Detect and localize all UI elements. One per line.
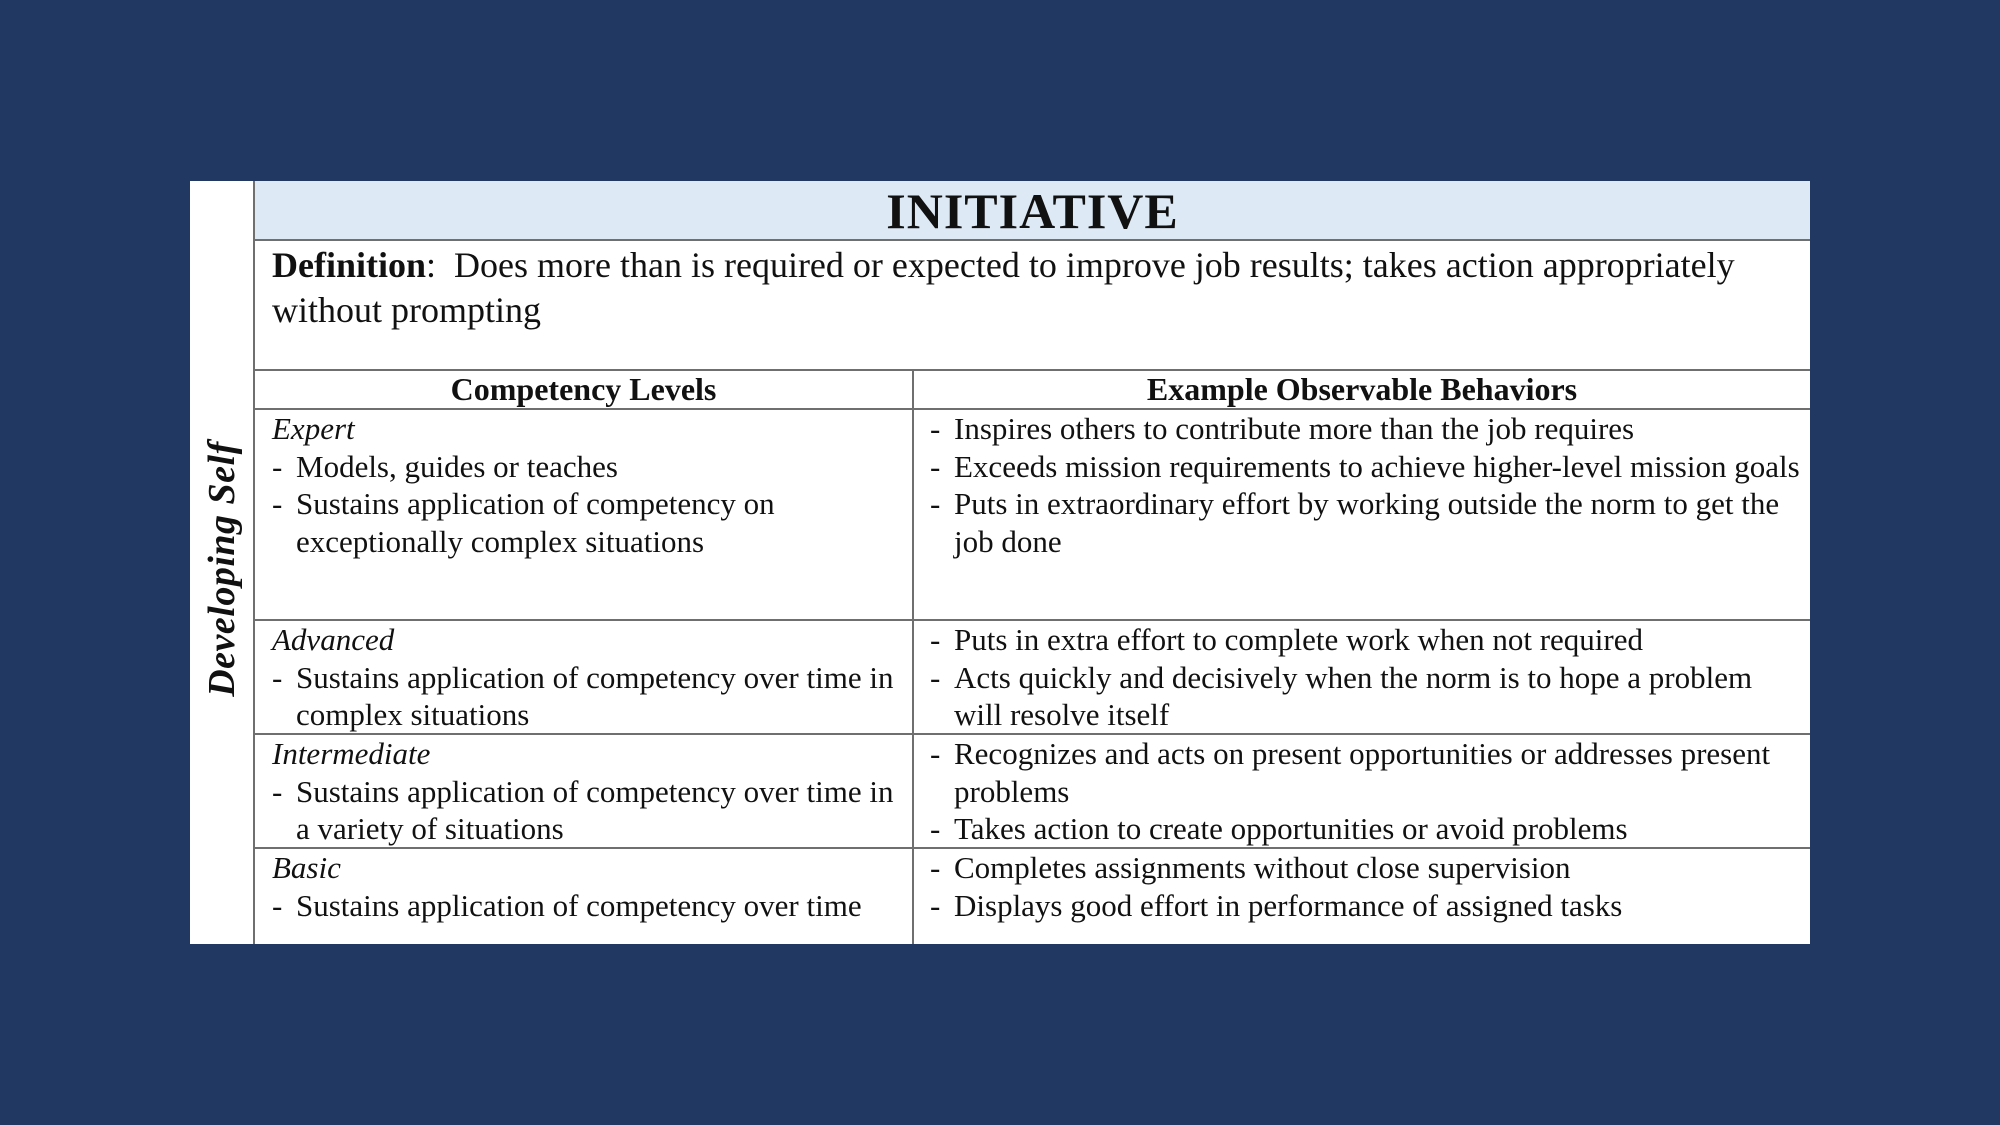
competency-card [190, 181, 1810, 944]
bullet-dash: - [930, 486, 941, 521]
column-header-behaviors: Example Observable Behaviors [1146, 371, 1578, 407]
bullet-dash: - [272, 773, 283, 809]
list-item-text: Sustains application of competency over time [296, 887, 862, 923]
list-item-text: Models, guides or teaches [296, 448, 618, 484]
list-item [930, 810, 1800, 848]
list-item [272, 659, 902, 734]
list-item [272, 485, 902, 560]
list-item-text: Inspires others to contribute more than the job requires [954, 411, 1635, 446]
bullet-dash: - [930, 811, 941, 846]
bullet-dash: - [272, 486, 283, 521]
side-panel [190, 181, 255, 944]
bullet-dash: - [930, 448, 941, 484]
behavior-cell-basic [930, 849, 1800, 924]
list-item-text: Recognizes and acts on present opportunities or addresses present problems [954, 736, 1771, 809]
level-cell-advanced [272, 621, 902, 734]
bullet-dash: - [272, 448, 283, 484]
behavior-cell-advanced [930, 621, 1800, 734]
behavior-cell-intermediate [930, 735, 1800, 848]
level-cell-basic [272, 849, 902, 924]
page-title: INITIATIVE [886, 183, 1179, 239]
list-item [930, 735, 1800, 810]
list-item [930, 887, 1800, 925]
list-item-text: Exceeds mission requirements to achieve higher-level mission goals [954, 448, 1800, 484]
behavior-cell-expert [930, 410, 1800, 560]
bullet-dash: - [930, 736, 941, 771]
title-bar [255, 181, 1810, 241]
level-name: Basic [272, 850, 341, 885]
bullet-dash: - [272, 887, 283, 923]
list-item-text: Puts in extra effort to complete work when not required [954, 622, 1643, 657]
competency-table [255, 369, 1810, 944]
list-item-text: Completes assignments without close supervision [954, 850, 1571, 885]
level-cell-expert [272, 410, 902, 560]
bullet-dash: - [930, 887, 941, 923]
list-item-text: Takes action to create opportunities or avoid problems [954, 811, 1628, 846]
list-item [930, 485, 1800, 560]
list-item-text: Puts in extraordinary effort by working outside the norm to get the job done [954, 486, 1780, 559]
column-header-levels: Competency Levels [450, 371, 717, 407]
bullet-dash: - [930, 850, 941, 885]
list-item-text: Sustains application of competency on exceptionally complex situations [296, 486, 775, 559]
bullet-dash: - [930, 411, 941, 446]
level-name: Expert [272, 411, 355, 446]
list-item-text: Displays good effort in performance of assigned tasks [954, 887, 1623, 923]
level-name: Intermediate [272, 736, 431, 771]
definition-label: Definition [272, 245, 427, 285]
list-item-text: Acts quickly and decisively when the norm is to hope a problem will resolve itself [954, 659, 1753, 732]
list-item [272, 887, 902, 925]
list-item [272, 773, 902, 848]
bullet-dash: - [930, 659, 941, 695]
bullet-dash: - [272, 659, 283, 695]
level-name: Advanced [272, 622, 395, 657]
level-cell-intermediate [272, 735, 902, 848]
bullet-dash: - [930, 622, 941, 657]
list-item [930, 621, 1800, 659]
list-item [930, 410, 1800, 448]
column-divider [912, 369, 914, 944]
list-item [272, 448, 902, 486]
list-item [930, 849, 1800, 887]
list-item-text: Sustains application of competency over time in complex situations [296, 659, 894, 732]
list-item [930, 659, 1800, 734]
definition [272, 243, 1782, 333]
definition-text: Does more than is required or expected to improve job results; takes action appropriately without prompting [272, 245, 1735, 330]
definition-separator: : [426, 245, 437, 285]
side-label: Developing Self [201, 441, 243, 697]
list-item-text: Sustains application of competency over time in a variety of situations [296, 773, 894, 846]
list-item [930, 448, 1800, 486]
